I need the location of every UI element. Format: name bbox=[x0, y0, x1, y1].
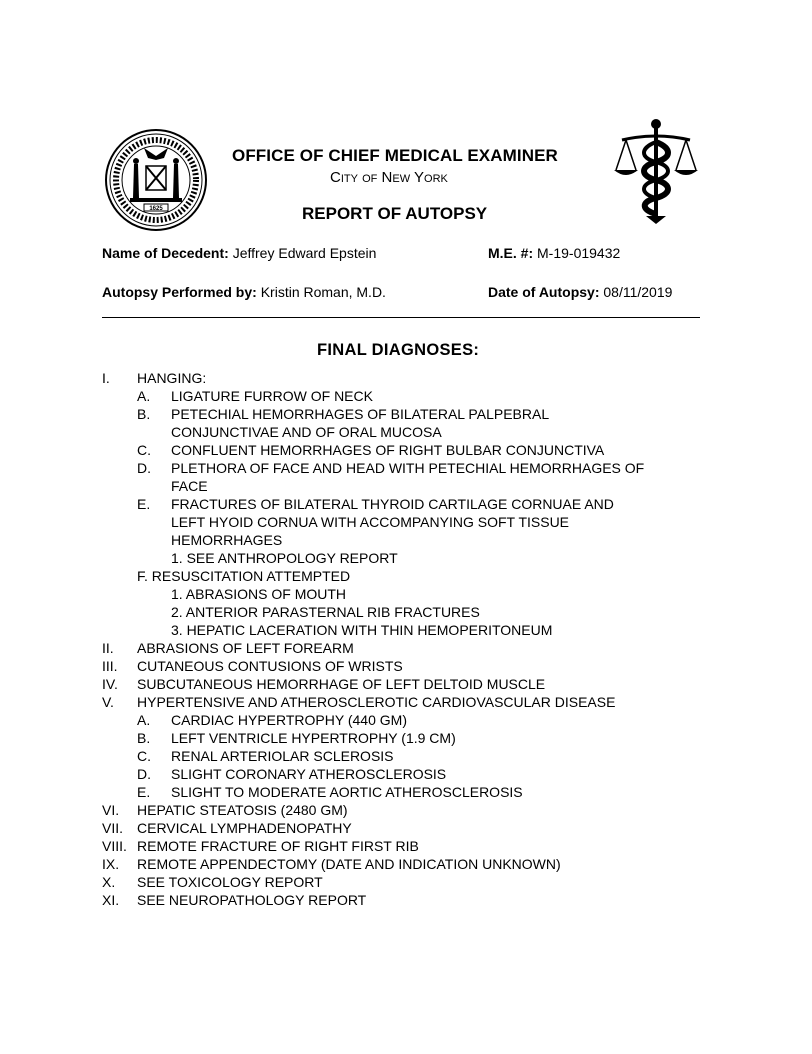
diagnosis-text: HEMORRHAGES bbox=[171, 532, 283, 548]
sub-letter: E. bbox=[137, 496, 151, 512]
me-number-label: M.E. #: bbox=[488, 245, 534, 261]
diagnosis-text: CONFLUENT HEMORRHAGES OF RIGHT BULBAR CONJUNCTIVA bbox=[171, 442, 605, 458]
report-title: REPORT OF AUTOPSY bbox=[302, 204, 488, 223]
sub-letter: A. bbox=[137, 388, 151, 404]
diagnosis-text: SEE TOXICOLOGY REPORT bbox=[137, 874, 323, 890]
diagnosis-text: CUTANEOUS CONTUSIONS OF WRISTS bbox=[137, 658, 403, 674]
sub-letter: C. bbox=[137, 442, 151, 458]
sub-letter: A. bbox=[137, 712, 151, 728]
decedent-label: Name of Decedent: bbox=[102, 245, 229, 261]
final-diagnoses-heading: FINAL DIAGNOSES: bbox=[317, 341, 480, 359]
me-number-field bbox=[488, 245, 620, 261]
diagnosis-text: FACE bbox=[171, 478, 208, 494]
sub-letter: D. bbox=[137, 460, 151, 476]
city-subtitle: City of New York bbox=[330, 169, 448, 186]
diagnosis-text: 1. ABRASIONS OF MOUTH bbox=[171, 586, 347, 602]
performed-by-value: Kristin Roman, M.D. bbox=[256, 284, 386, 300]
performed-by-label: Autopsy Performed by: bbox=[102, 284, 257, 300]
diagnosis-text: ABRASIONS OF LEFT FOREARM bbox=[137, 640, 354, 656]
diagnosis-text: F. RESUSCITATION ATTEMPTED bbox=[137, 568, 351, 584]
roman-numeral: IV. bbox=[102, 676, 118, 692]
diagnosis-text: HANGING: bbox=[137, 370, 207, 386]
roman-numeral: X. bbox=[102, 874, 116, 890]
seal-year: 1625 bbox=[149, 206, 163, 212]
diagnosis-text: SLIGHT CORONARY ATHEROSCLEROSIS bbox=[171, 766, 447, 782]
diagnosis-text: 3. HEPATIC LACERATION WITH THIN HEMOPERITONEUM bbox=[171, 622, 553, 638]
autopsy-date-label: Date of Autopsy: bbox=[488, 284, 600, 300]
sub-letter: B. bbox=[137, 730, 151, 746]
diagnosis-text: CARDIAC HYPERTROPHY (440 GM) bbox=[171, 712, 407, 728]
roman-numeral: VII. bbox=[102, 820, 124, 836]
roman-numeral: I. bbox=[102, 370, 110, 386]
nyc-seal-icon bbox=[104, 128, 208, 232]
diagnosis-text: FRACTURES OF BILATERAL THYROID CARTILAGE CORNUAE AND bbox=[171, 496, 614, 512]
header-divider bbox=[102, 317, 700, 318]
diagnosis-text: CONJUNCTIVAE AND OF ORAL MUCOSA bbox=[171, 424, 442, 440]
diagnosis-text: SUBCUTANEOUS HEMORRHAGE OF LEFT DELTOID MUSCLE bbox=[137, 676, 546, 692]
diagnosis-text: LEFT HYOID CORNUA WITH ACCOMPANYING SOFT TISSUE bbox=[171, 514, 570, 530]
autopsy-date-field bbox=[488, 284, 672, 300]
me-number-value: M-19-019432 bbox=[533, 245, 621, 261]
roman-numeral: V. bbox=[102, 694, 114, 710]
decedent-value: Jeffrey Edward Epstein bbox=[228, 245, 377, 261]
diagnosis-text: 2. ANTERIOR PARASTERNAL RIB FRACTURES bbox=[171, 604, 480, 620]
diagnosis-text: HYPERTENSIVE AND ATHEROSCLEROTIC CARDIOVASCULAR DISEASE bbox=[137, 694, 616, 710]
roman-numeral: III. bbox=[102, 658, 118, 674]
diagnosis-text: HEPATIC STEATOSIS (2480 GM) bbox=[137, 802, 348, 818]
diagnosis-text: 1. SEE ANTHROPOLOGY REPORT bbox=[171, 550, 398, 566]
diagnosis-text: PETECHIAL HEMORRHAGES OF BILATERAL PALPEBRAL bbox=[171, 406, 550, 422]
roman-numeral: II. bbox=[102, 640, 114, 656]
diagnosis-text: LEFT VENTRICLE HYPERTROPHY (1.9 CM) bbox=[171, 730, 456, 746]
decedent-field bbox=[102, 245, 376, 261]
office-title: OFFICE OF CHIEF MEDICAL EXAMINER bbox=[232, 146, 558, 165]
diagnosis-text: RENAL ARTERIOLAR SCLEROSIS bbox=[171, 748, 394, 764]
diagnosis-text: SEE NEUROPATHOLOGY REPORT bbox=[137, 892, 367, 908]
sub-letter: E. bbox=[137, 784, 151, 800]
performed-by-field bbox=[102, 284, 386, 300]
sub-letter: C. bbox=[137, 748, 151, 764]
diagnosis-text: PLETHORA OF FACE AND HEAD WITH PETECHIAL HEMORRHAGES OF bbox=[171, 460, 645, 476]
diagnosis-text: CERVICAL LYMPHADENOPATHY bbox=[137, 820, 352, 836]
caduceus-scales-icon bbox=[612, 118, 700, 226]
diagnosis-text: SLIGHT TO MODERATE AORTIC ATHEROSCLEROSIS bbox=[171, 784, 523, 800]
diagnosis-text: LIGATURE FURROW OF NECK bbox=[171, 388, 373, 404]
diagnosis-text: REMOTE FRACTURE OF RIGHT FIRST RIB bbox=[137, 838, 419, 854]
sub-letter: D. bbox=[137, 766, 151, 782]
autopsy-date-value: 08/11/2019 bbox=[599, 284, 673, 300]
roman-numeral: XI. bbox=[102, 892, 120, 908]
sub-letter: B. bbox=[137, 406, 151, 422]
roman-numeral: IX. bbox=[102, 856, 120, 872]
roman-numeral: VIII. bbox=[102, 838, 127, 854]
diagnosis-text: REMOTE APPENDECTOMY (DATE AND INDICATION UNKNOWN) bbox=[137, 856, 561, 872]
roman-numeral: VI. bbox=[102, 802, 120, 818]
